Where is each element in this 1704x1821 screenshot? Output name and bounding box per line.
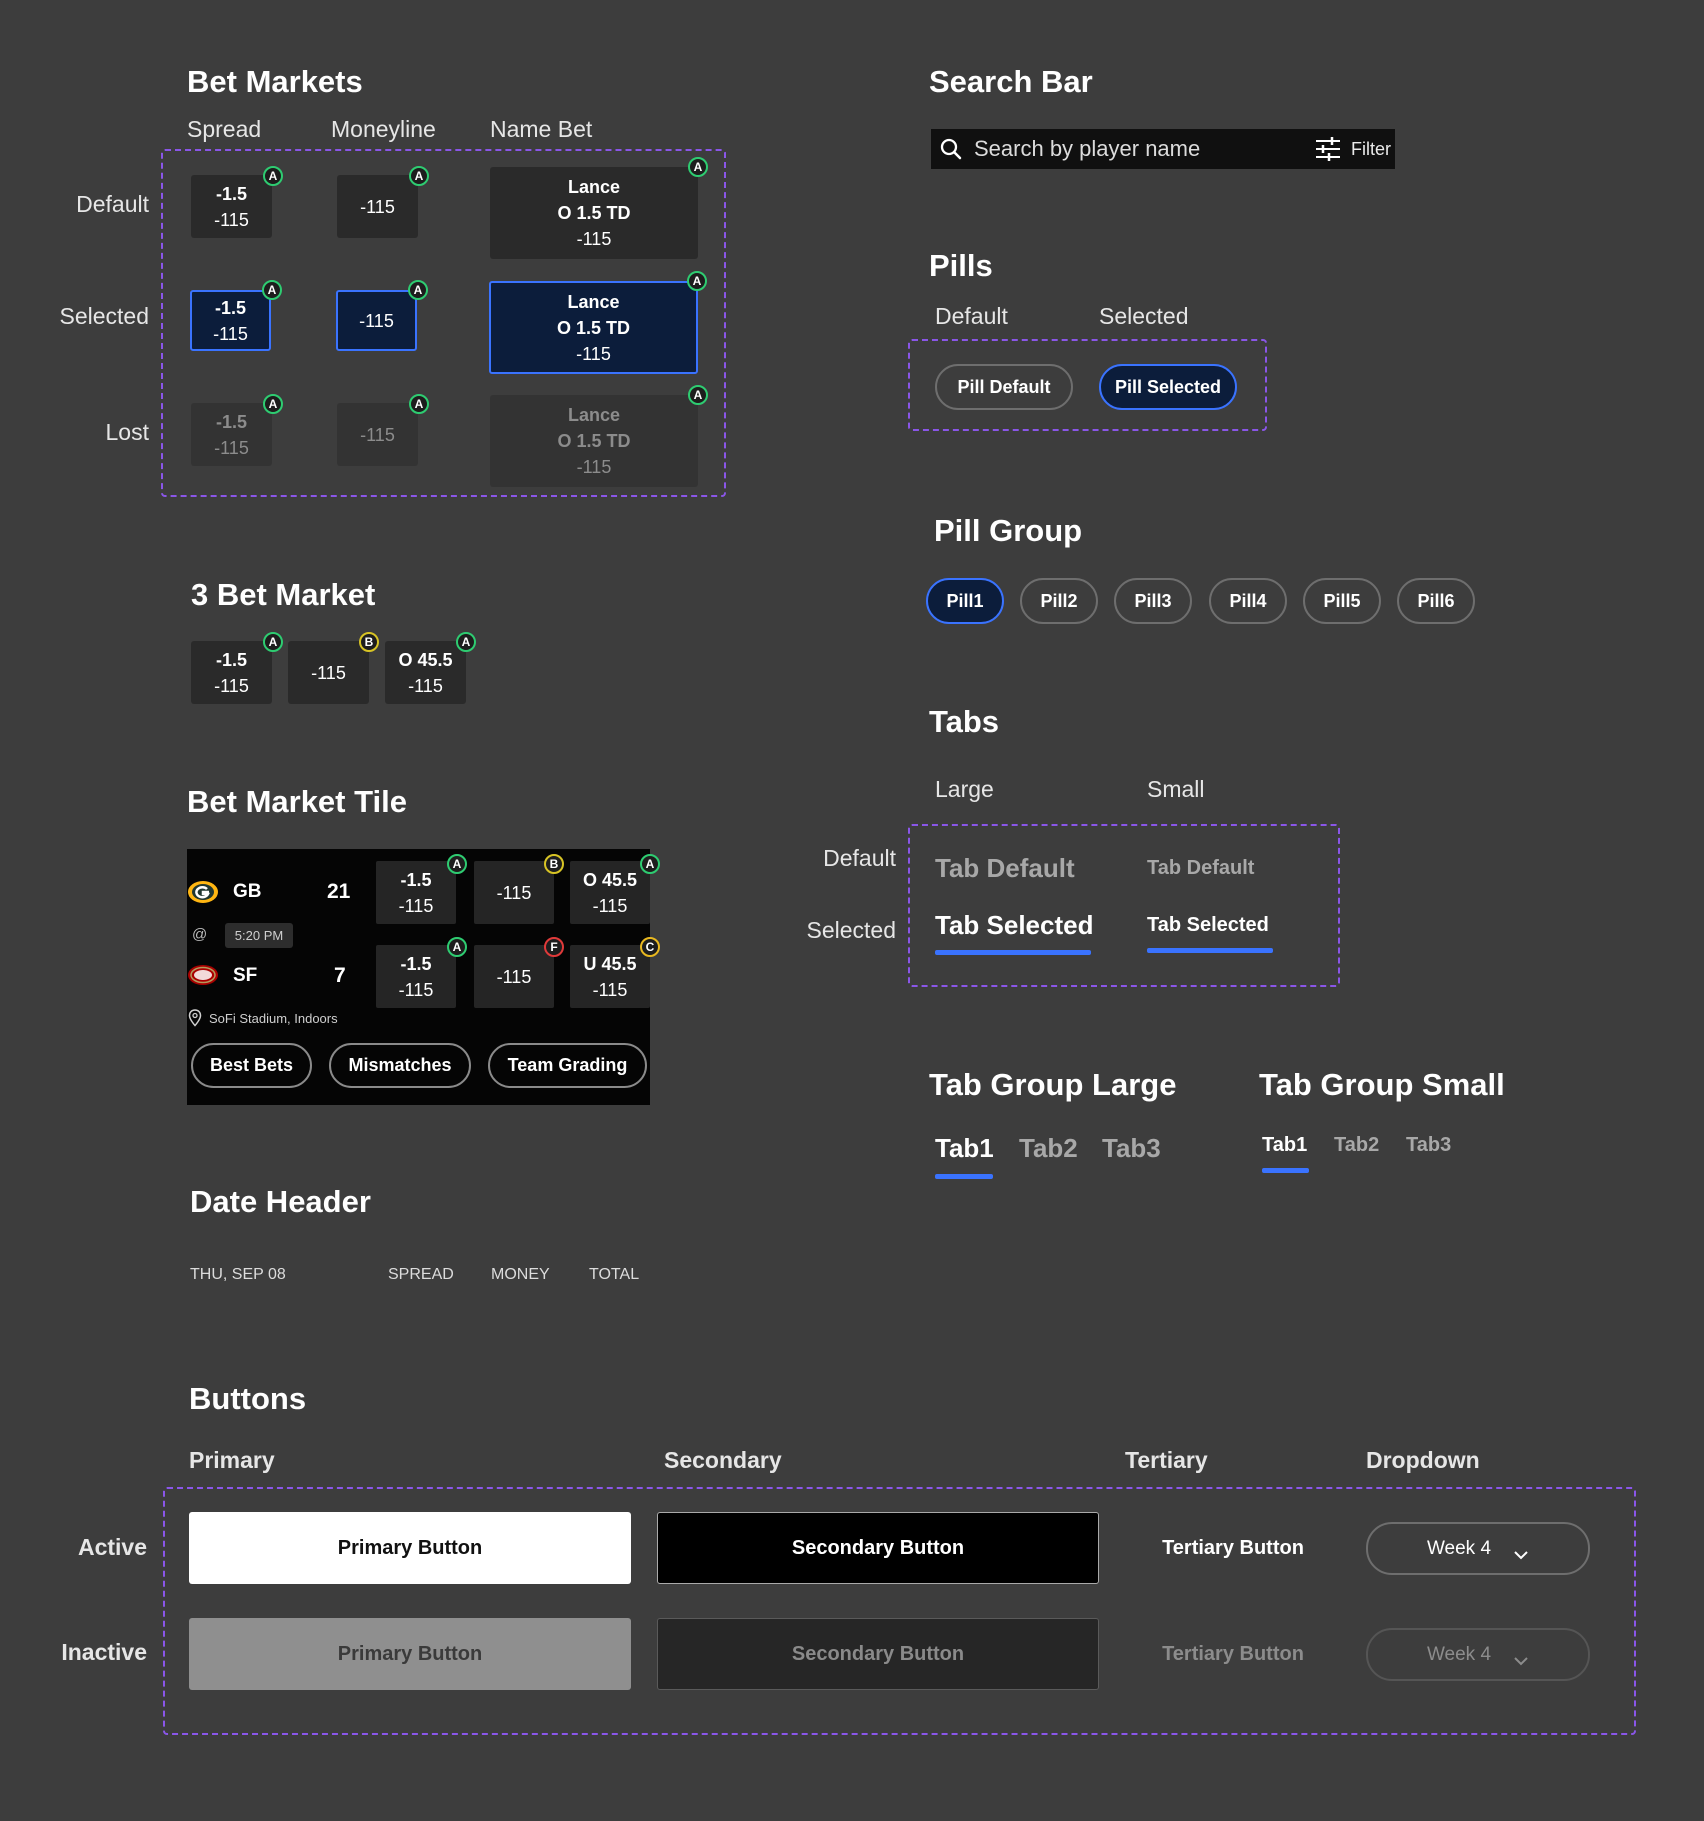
spread-odds: -115 <box>213 323 248 344</box>
tab-group-small-title: Tab Group Small <box>1259 1067 1505 1102</box>
name-bet-odds: -115 <box>576 229 612 249</box>
tab-group-small-tab2[interactable]: Tab2 <box>1334 1134 1380 1156</box>
name-bet-odds: -115 <box>576 343 611 364</box>
grade-badge-b: B <box>544 854 564 874</box>
primary-button-active[interactable]: Primary Button <box>189 1512 631 1584</box>
away-team-score: 7 <box>334 964 346 987</box>
spread-line: -1.5 <box>400 953 432 974</box>
date-header-spread: SPREAD <box>388 1266 454 1283</box>
tertiary-button-active[interactable]: Tertiary Button <box>1162 1536 1304 1559</box>
tile-total-cell-over[interactable] <box>570 861 650 924</box>
bet-markets-title: Bet Markets <box>187 64 363 99</box>
grade-badge-a: A <box>262 280 282 300</box>
pill-group-item-6[interactable]: Pill6 <box>1397 578 1475 624</box>
tile-moneyline-cell-home[interactable] <box>474 861 554 924</box>
search-input[interactable]: Search by player name <box>974 136 1201 161</box>
row-label-selected: Selected <box>59 303 149 329</box>
grade-badge-a: A <box>408 280 428 300</box>
search-icon <box>940 138 962 160</box>
pills-column-selected: Selected <box>1099 303 1189 329</box>
buttons-column-secondary: Secondary <box>664 1447 782 1473</box>
grade-badge-a: A <box>456 632 476 652</box>
buttons-title: Buttons <box>189 1381 307 1416</box>
chevron-down-icon <box>1513 1650 1529 1660</box>
tabs-title: Tabs <box>929 704 1000 739</box>
moneyline-cell-default[interactable] <box>337 175 418 238</box>
secondary-button-active[interactable]: Secondary Button <box>657 1512 1099 1584</box>
pill-group-item-1[interactable]: Pill1 <box>926 578 1004 624</box>
tab-group-large-tab2[interactable]: Tab2 <box>1019 1133 1078 1163</box>
grade-badge-f: F <box>544 937 564 957</box>
game-time-badge: 5:20 PM <box>225 923 293 948</box>
pill-selected[interactable]: Pill Selected <box>1099 364 1237 410</box>
tab-small-default[interactable]: Tab Default <box>1147 857 1255 879</box>
venue-label: SoFi Stadium, Indoors <box>209 1011 338 1026</box>
tab-group-large-title: Tab Group Large <box>929 1067 1177 1102</box>
tabs-frame <box>908 824 1340 987</box>
spread-odds: -115 <box>398 979 434 1000</box>
moneyline-odds: -115 <box>359 310 394 331</box>
total-line: U 45.5 <box>583 953 637 974</box>
spread-line: -1.5 <box>214 297 247 318</box>
primary-button-inactive: Primary Button <box>189 1618 631 1690</box>
spread-cell-lost <box>191 403 272 466</box>
home-team-score: 21 <box>327 880 351 903</box>
pills-column-default: Default <box>935 303 1008 329</box>
name-bet-cell-selected[interactable] <box>489 281 698 374</box>
tab-large-underline <box>935 950 1091 955</box>
secondary-button-inactive: Secondary Button <box>657 1618 1099 1690</box>
grade-badge-a: A <box>688 385 708 405</box>
tab-group-large-underline <box>935 1174 993 1179</box>
name-bet-odds: -115 <box>576 457 612 477</box>
total-odds: -115 <box>408 675 443 696</box>
pill-group-title: Pill Group <box>934 513 1083 548</box>
pill-group-item-2[interactable]: Pill2 <box>1020 578 1098 624</box>
grade-badge-a: A <box>263 394 283 414</box>
column-label-moneyline: Moneyline <box>331 116 436 142</box>
pill-group-item-3[interactable]: Pill3 <box>1114 578 1192 624</box>
moneyline-odds: -115 <box>496 966 532 987</box>
tertiary-button-inactive: Tertiary Button <box>1162 1642 1304 1665</box>
column-label-spread: Spread <box>187 116 262 142</box>
name-bet-line: O 1.5 TD <box>557 203 631 223</box>
total-odds: -115 <box>592 895 628 916</box>
chevron-down-icon <box>1513 1544 1529 1554</box>
spread-odds: -115 <box>214 209 249 230</box>
tab-group-small-tab3[interactable]: Tab3 <box>1406 1134 1452 1156</box>
moneyline-odds: -115 <box>360 196 395 217</box>
grade-badge-a: A <box>263 632 283 652</box>
grade-badge-a: A <box>263 166 283 186</box>
tile-spread-cell-away[interactable] <box>376 945 456 1008</box>
tabs-column-small: Small <box>1147 776 1205 802</box>
name-bet-player: Lance <box>567 291 620 312</box>
name-bet-line: O 1.5 TD <box>556 317 631 338</box>
spread-cell-selected[interactable] <box>190 290 271 351</box>
tile-total-cell-under[interactable] <box>570 945 650 1008</box>
buttons-row-inactive: Inactive <box>61 1639 147 1665</box>
row-label-default: Default <box>76 191 149 217</box>
three-bet-total-cell[interactable] <box>385 641 466 704</box>
bet-market-tile-title: Bet Market Tile <box>187 784 407 819</box>
tab-group-large-tab3[interactable]: Tab3 <box>1102 1133 1161 1163</box>
name-bet-cell-lost <box>490 395 698 487</box>
grade-badge-a: A <box>687 271 707 291</box>
pill-group-item-4[interactable]: Pill4 <box>1209 578 1287 624</box>
mismatches-button[interactable]: Mismatches <box>329 1043 471 1088</box>
tab-group-small-tab1[interactable]: Tab1 <box>1262 1134 1308 1156</box>
tile-moneyline-cell-away[interactable] <box>474 945 554 1008</box>
tile-spread-cell-home[interactable] <box>376 861 456 924</box>
grade-badge-a: A <box>409 394 429 414</box>
moneyline-odds: -115 <box>496 882 532 903</box>
spread-line: -1.5 <box>215 649 248 670</box>
tabs-row-selected: Selected <box>806 917 896 943</box>
total-line: O 45.5 <box>398 649 453 670</box>
tab-small-selected[interactable]: Tab Selected <box>1147 914 1269 936</box>
spread-odds: -115 <box>398 895 434 916</box>
dropdown-value: Week 4 <box>1426 1643 1492 1665</box>
spread-line: -1.5 <box>215 411 248 432</box>
grade-badge-c: C <box>640 937 660 957</box>
three-bet-market-title: 3 Bet Market <box>191 577 376 612</box>
buttons-row-active: Active <box>77 1534 147 1560</box>
date-header-total: TOTAL <box>589 1266 640 1283</box>
moneyline-cell-lost <box>337 403 418 466</box>
row-label-lost: Lost <box>105 419 149 445</box>
moneyline-cell-selected[interactable] <box>336 290 417 351</box>
date-header-title: Date Header <box>190 1184 371 1219</box>
gb-logo-icon <box>187 880 219 904</box>
name-bet-cell-default[interactable] <box>490 167 698 259</box>
tab-large-default[interactable]: Tab Default <box>935 853 1075 883</box>
sf-logo-icon <box>187 964 219 986</box>
tab-large-selected[interactable]: Tab Selected <box>935 910 1094 940</box>
grade-badge-a: A <box>447 937 467 957</box>
buttons-column-primary: Primary <box>189 1447 275 1473</box>
tabs-row-default: Default <box>823 845 896 871</box>
moneyline-odds: -115 <box>360 424 395 445</box>
total-odds: -115 <box>592 979 628 1000</box>
search-bar[interactable] <box>931 129 1395 169</box>
tabs-column-large: Large <box>935 776 994 802</box>
grade-badge-a: A <box>640 854 660 874</box>
pills-title: Pills <box>929 248 993 283</box>
name-bet-player: Lance <box>567 177 621 197</box>
date-header-money: MONEY <box>491 1266 550 1283</box>
grade-badge-a: A <box>409 166 429 186</box>
dropdown-inactive <box>1366 1628 1590 1681</box>
home-team-abbr: GB <box>233 881 262 902</box>
moneyline-odds: -115 <box>311 662 346 683</box>
at-symbol: @ <box>192 926 208 943</box>
total-line: O 45.5 <box>582 869 638 890</box>
column-label-name-bet: Name Bet <box>490 116 593 142</box>
spread-line: -1.5 <box>215 183 248 204</box>
grade-badge-a: A <box>688 157 708 177</box>
search-bar-title: Search Bar <box>929 64 1093 99</box>
name-bet-line: O 1.5 TD <box>557 431 631 451</box>
tab-group-large-tab1[interactable]: Tab1 <box>935 1133 994 1163</box>
spread-odds: -115 <box>214 437 249 458</box>
filter-label[interactable]: Filter <box>1351 138 1391 159</box>
filter-sliders-icon[interactable] <box>1315 137 1341 161</box>
date-header-date: THU, SEP 08 <box>190 1266 286 1283</box>
grade-badge-b: B <box>359 632 379 652</box>
dropdown-value: Week 4 <box>1426 1537 1492 1559</box>
buttons-column-dropdown: Dropdown <box>1366 1447 1480 1473</box>
three-bet-moneyline-cell[interactable] <box>288 641 369 704</box>
spread-line: -1.5 <box>400 869 432 890</box>
spread-cell-default[interactable] <box>191 175 272 238</box>
spread-odds: -115 <box>214 675 249 696</box>
three-bet-spread-cell[interactable] <box>191 641 272 704</box>
pill-default[interactable]: Pill Default <box>935 364 1073 410</box>
tab-group-small-underline <box>1262 1168 1309 1173</box>
dropdown-active[interactable] <box>1366 1522 1590 1575</box>
pill-group-item-5[interactable]: Pill5 <box>1303 578 1381 624</box>
grade-badge-a: A <box>447 854 467 874</box>
team-grading-button[interactable]: Team Grading <box>488 1043 647 1088</box>
location-pin-icon <box>188 1009 202 1027</box>
best-bets-button[interactable]: Best Bets <box>191 1043 312 1088</box>
tab-small-underline <box>1147 948 1273 953</box>
away-team-abbr: SF <box>233 965 258 986</box>
buttons-column-tertiary: Tertiary <box>1125 1447 1208 1473</box>
name-bet-player: Lance <box>567 405 621 425</box>
